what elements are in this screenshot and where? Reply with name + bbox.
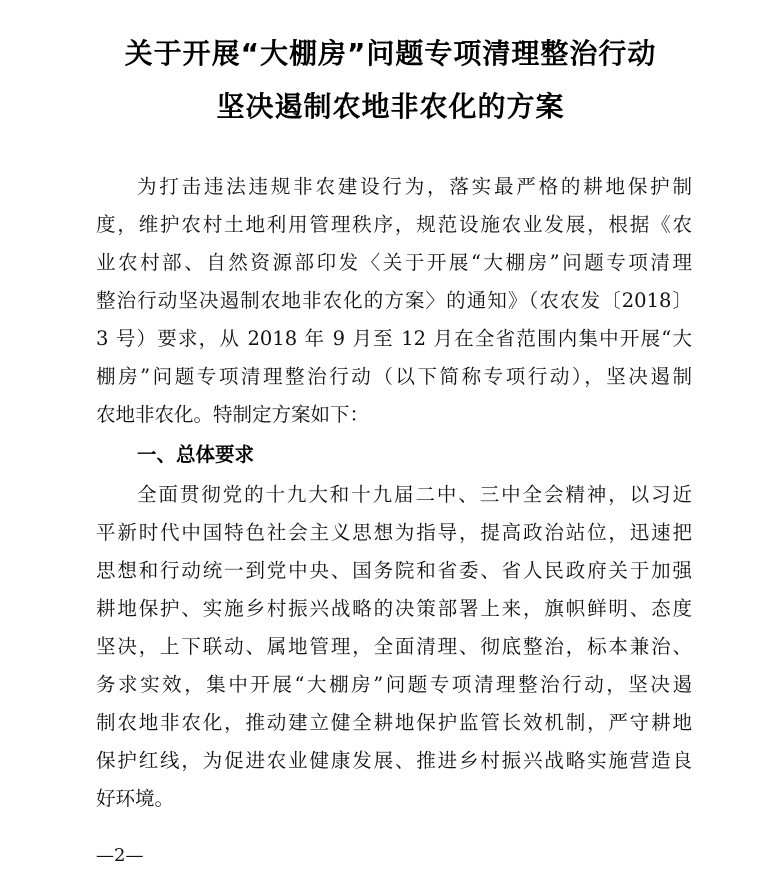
intro-line: 为打击违法违规非农建设行为，落实最严格的耕地保护制 — [137, 175, 692, 198]
section-line: 耕地保护、实施乡村振兴战略的决策部署上来，旗帜鲜明、态度 — [96, 597, 692, 620]
section-line: 思想和行动统一到党中央、国务院和省委、省人民政府关于加强 — [96, 559, 692, 582]
document-title-line-1: 关于开展“大棚房”问题专项清理整治行动 — [124, 37, 657, 70]
intro-line: 棚房”问题专项清理整治行动（以下简称专项行动），坚决遏制 — [96, 365, 692, 388]
intro-line: 业农村部、自然资源部印发〈关于开展“大棚房”问题专项清理 — [96, 251, 692, 274]
section-line: 制农地非农化，推动建立健全耕地保护监管长效机制，严守耕地 — [96, 711, 692, 734]
section-line: 平新时代中国特色社会主义思想为指导，提高政治站位，迅速把 — [96, 521, 692, 544]
section-line: 务求实效，集中开展“大棚房”问题专项清理整治行动，坚决遏 — [96, 673, 692, 696]
section-line: 保护红线，为促进农业健康发展、推进乡村振兴战略实施营造良 — [96, 749, 692, 772]
page-number: —2— — [96, 845, 144, 866]
section-heading: 一、总体要求 — [137, 443, 255, 466]
section-line: 好环境。 — [96, 787, 175, 810]
intro-line: 度，维护农村土地利用管理秩序，规范设施农业发展，根据《农 — [96, 213, 692, 236]
section-line: 坚决，上下联动、属地管理，全面清理、彻底整治，标本兼治、 — [96, 635, 692, 658]
document-title-line-2: 坚决遏制农地非农化的方案 — [216, 90, 565, 123]
intro-line: 3 号）要求，从 2018 年 9 月至 12 月在全省范围内集中开展“大 — [96, 327, 692, 350]
intro-line: 整治行动坚决遏制农地非农化的方案〉的通知》（农农发〔2018〕 — [96, 289, 692, 312]
section-line: 全面贯彻党的十九大和十九届二中、三中全会精神，以习近 — [137, 483, 692, 506]
intro-line: 农地非农化。特制定方案如下： — [96, 403, 370, 426]
